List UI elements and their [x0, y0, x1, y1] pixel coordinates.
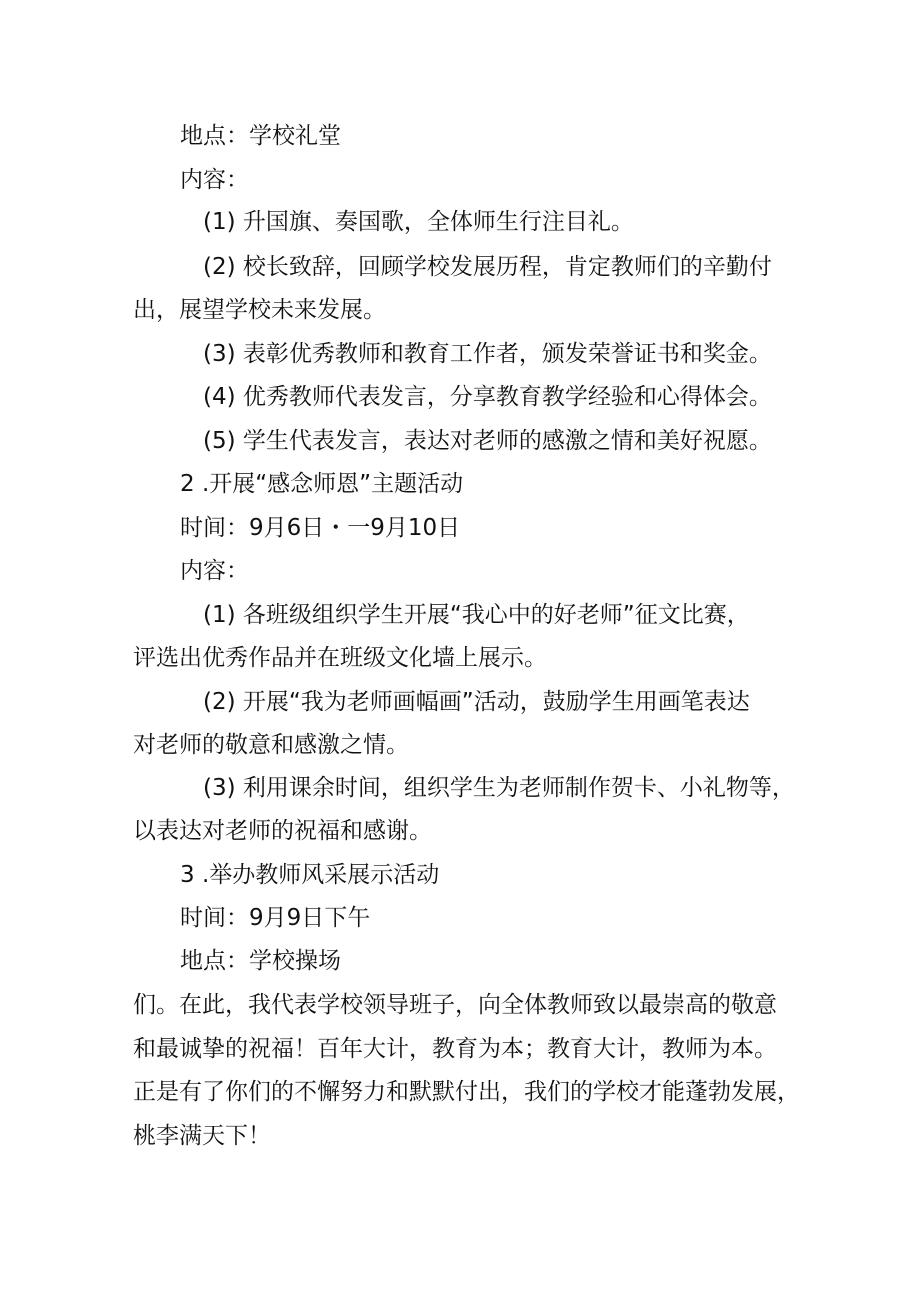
closing-paragraph-line-2: 和最诚挚的祝福！百年大计，教育为本；教育大计，教师为本。: [133, 1036, 777, 1062]
closing-paragraph-line-4: 桃李满天下！: [133, 1123, 271, 1149]
closing-paragraph-line-3: 正是有了你们的不懈努力和默默付出，我们的学校才能蓬勃发展，: [133, 1079, 800, 1105]
location-line-1: 地点：学校礼堂: [180, 123, 341, 149]
list-item-1-4: (4) 优秀教师代表发言，分享教育教学经验和心得体会。: [203, 384, 772, 410]
list-item-2-2: (2) 开展“我为老师画幅画”活动，鼓励学生用画笔表达: [203, 689, 750, 715]
time-line-2: 时间：9月6日・一9月10日: [180, 515, 461, 541]
list-item-1-1: (1) 升国旗、奏国歌，全体师生行注目礼。: [203, 209, 634, 235]
list-item-2-3-cont: 以表达对老师的祝福和感谢。: [133, 818, 432, 844]
section-heading-3: 3 .举办教师风采展示活动: [180, 862, 440, 888]
closing-paragraph-line-1: 们。在此，我代表学校领导班子，向全体教师致以最崇高的敬意: [133, 992, 777, 1018]
list-item-1-3: (3) 表彰优秀教师和教育工作者，颁发荣誉证书和奖金。: [203, 341, 772, 367]
list-item-1-2-cont: 出，展望学校未来发展。: [133, 297, 386, 323]
location-line-3: 地点：学校操场: [180, 948, 341, 974]
list-item-2-2-cont: 对老师的敬意和感激之情。: [133, 732, 409, 758]
list-item-2-1: (1) 各班级组织学生开展“我心中的好老师”征文比赛，: [203, 602, 750, 628]
content-heading-2: 内容：: [180, 558, 249, 584]
time-line-3: 时间：9月9日下午: [180, 905, 371, 931]
list-item-2-1-cont: 评选出优秀作品并在班级文化墙上展示。: [133, 645, 547, 671]
list-item-1-5: (5) 学生代表发言，表达对老师的感激之情和美好祝愿。: [203, 428, 772, 454]
list-item-1-2: (2) 校长致辞，回顾学校发展历程，肯定教师们的辛勤付: [203, 254, 772, 280]
content-heading-1: 内容：: [180, 167, 249, 193]
section-heading-2: 2 .开展“感念师恩”主题活动: [180, 471, 464, 497]
list-item-2-3: (3) 利用课余时间，组织学生为老师制作贺卡、小礼物等，: [203, 775, 795, 801]
